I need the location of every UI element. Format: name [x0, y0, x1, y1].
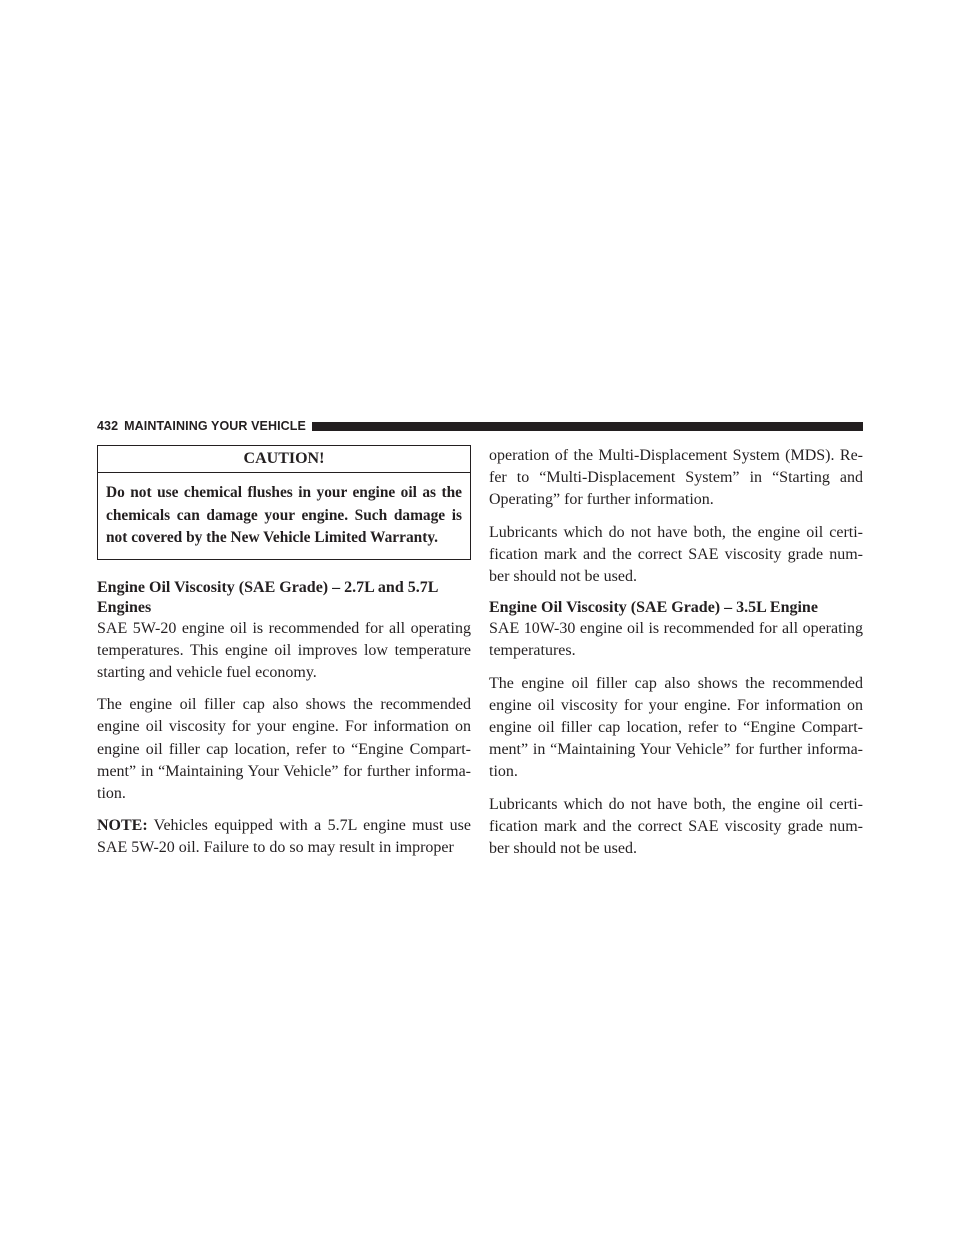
- paragraph: The engine oil filler cap also shows the recommended engine oil viscosity for your engine. For information on engine oil filler cap location, refer to “Engine Compart-ment” in “Maintaining Your Vehicle” for further informa-tion.: [97, 696, 471, 802]
- paragraph: SAE 10W-30 engine oil is recommended for all operating temperatures.: [489, 620, 863, 660]
- section-heading-35: Engine Oil Viscosity (SAE Grade) – 3.5L Engine: [489, 599, 818, 617]
- caution-title: CAUTION!: [98, 446, 470, 473]
- section-heading-27-57: Engine Oil Viscosity (SAE Grade) – 2.7L and 5.7L Engines: [97, 578, 438, 616]
- paragraph: operation of the Multi-Displacement System (MDS). Re-fer to “Multi-Displacement System” in “Starting and Operating” for further information.: [489, 447, 863, 509]
- note-label: NOTE:: [97, 817, 148, 835]
- page-header: [97, 418, 863, 434]
- caution-body: Do not use chemical flushes in your engine oil as the chemicals can damage your engine. Such damage is not covered by the New Vehicle Limited Warranty.: [106, 484, 462, 546]
- paragraph: Lubricants which do not have both, the engine oil certi-fication mark and the correct SAE viscosity grade num-ber should not be used.: [489, 795, 863, 858]
- note-text: Vehicles equipped with a 5.7L engine must use SAE 5W-20 oil. Failure to do so may result in improper: [97, 817, 471, 857]
- paragraph: Lubricants which do not have both, the engine oil certi-fication mark and the correct SAE viscosity grade num-ber should not be used.: [489, 523, 863, 586]
- note-paragraph: [97, 815, 471, 859]
- paragraph: SAE 5W-20 engine oil is recommended for all operating temperatures. This engine oil improves low temperature starting and vehicle fuel economy.: [97, 619, 471, 681]
- paragraph: The engine oil filler cap also shows the recommended engine oil viscosity for your engine. For information on engine oil filler cap location, refer to “Engine Compart-ment” in “Maintaining Your Vehicle” for further informa-tion.: [489, 674, 863, 781]
- caution-box: [97, 445, 471, 560]
- left-column: [97, 445, 471, 870]
- right-column: [489, 445, 863, 870]
- section-title: MAINTAINING YOUR VEHICLE: [124, 419, 306, 433]
- page-number: 432: [97, 419, 119, 433]
- header-rule: [312, 422, 863, 431]
